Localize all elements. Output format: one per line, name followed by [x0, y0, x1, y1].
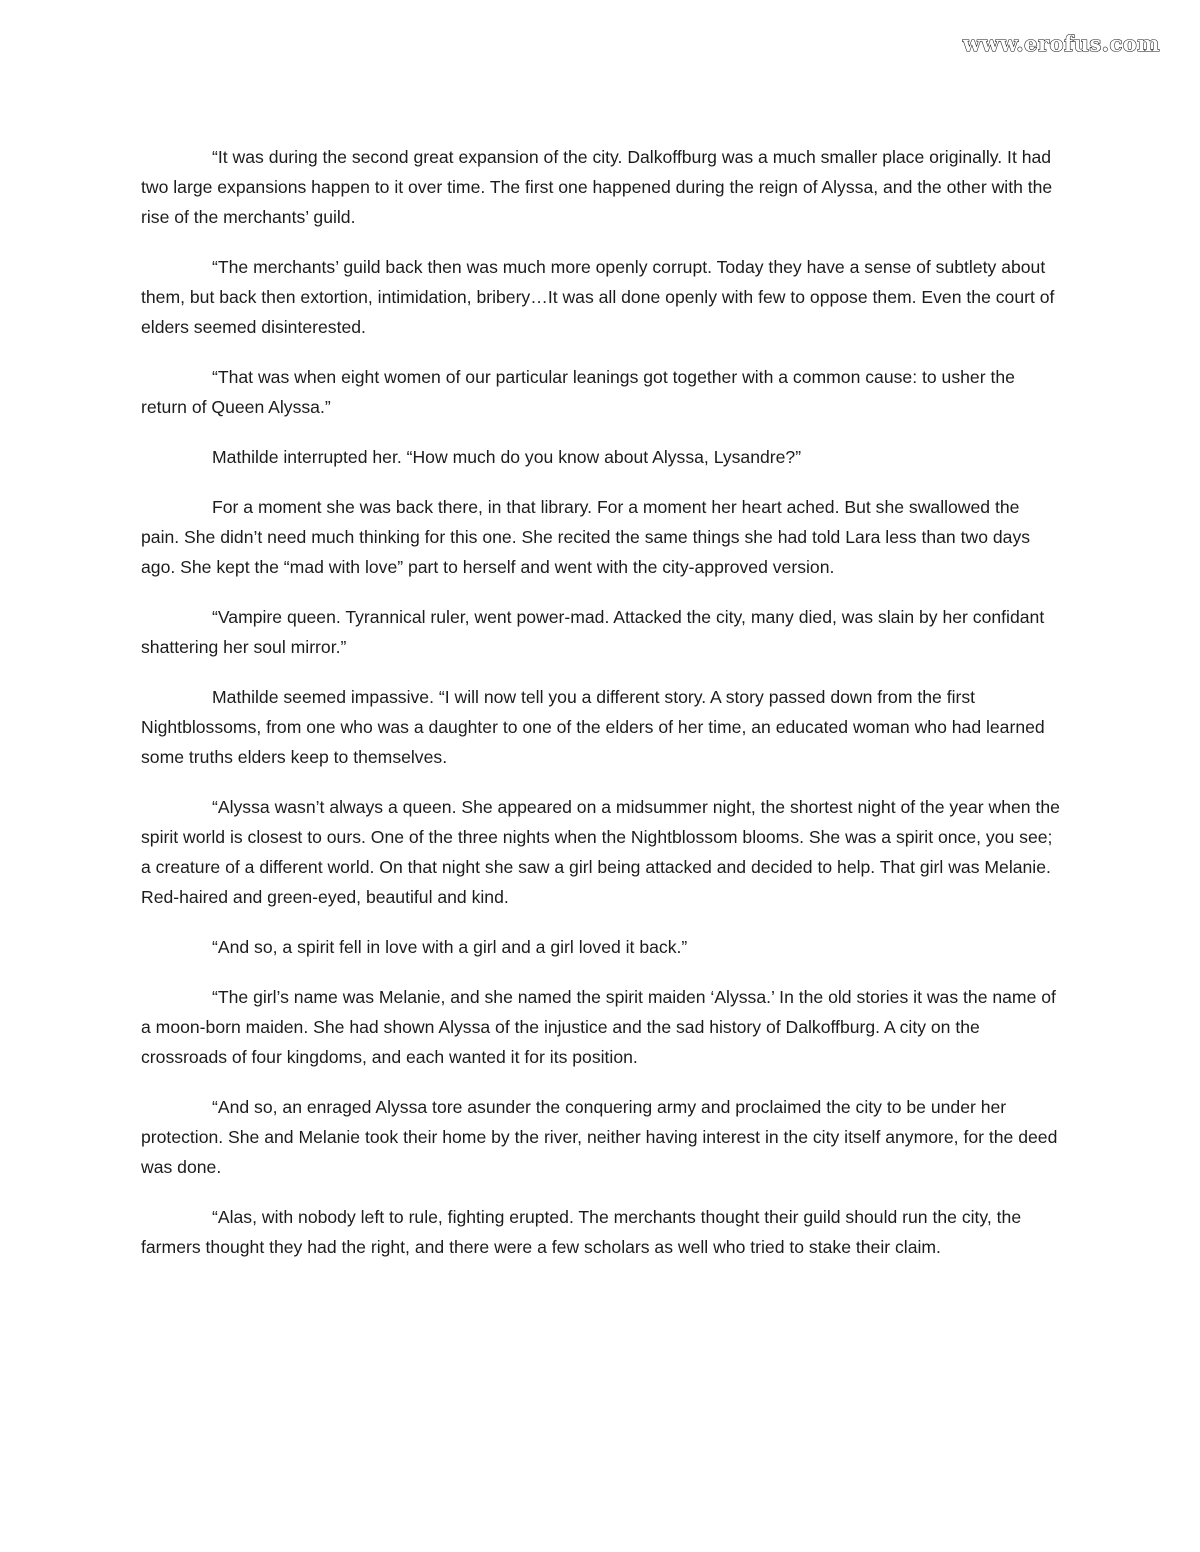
paragraph: “Alyssa wasn’t always a queen. She appeared on a midsummer night, the shortest night of the year when the spirit world is closest to ours. One of the three nights when the Nightblossom blooms. She was a spirit once, you see; a creature of a different world. On that night she saw a girl being attacked and decided to help. That girl was Melanie. Red-haired and green-eyed, beautiful and kind.	[141, 797, 1060, 907]
paragraph: “And so, an enraged Alyssa tore asunder the conquering army and proclaimed the city to be under her protection. She and Melanie took their home by the river, neither having interest in the city itself anymore, for the deed was done.	[141, 1097, 1058, 1177]
paragraph: For a moment she was back there, in that library. For a moment her heart ached. But she swallowed the pain. She didn’t need much thinking for this one. She recited the same things she had told Lara less than two days ago. She kept the “mad with love” part to herself and went with the city-approved version.	[141, 497, 1031, 577]
site-watermark: www.erofus.com	[962, 31, 1160, 56]
document-body	[141, 142, 1061, 1282]
paragraph: “The girl’s name was Melanie, and she named the spirit maiden ‘Alyssa.’ In the old stories it was the name of a moon-born maiden. She had shown Alyssa of the injustice and the sad history of Dalkoffburg. A city on the crossroads of four kingdoms, and each wanted it for its position.	[141, 987, 1056, 1067]
paragraph: “And so, a spirit fell in love with a girl and a girl loved it back.”	[212, 937, 688, 957]
paragraph: “That was when eight women of our particular leanings got together with a common cause: to usher the return of Queen Alyssa.”	[141, 367, 1015, 417]
paragraph: “The merchants’ guild back then was much more openly corrupt. Today they have a sense of subtlety about them, but back then extortion, intimidation, bribery…It was all done openly with few to oppose them. Even the court of elders seemed disinterested.	[141, 257, 1055, 337]
paragraph: “Vampire queen. Tyrannical ruler, went power-mad. Attacked the city, many died, was slain by her confidant shattering her soul mirror.”	[141, 607, 1045, 657]
paragraph: “It was during the second great expansion of the city. Dalkoffburg was a much smaller place originally. It had two large expansions happen to it over time. The first one happened during the reign of Alyssa, and the other with the rise of the merchants’ guild.	[141, 147, 1053, 227]
paragraph: Mathilde interrupted her. “How much do you know about Alyssa, Lysandre?”	[212, 447, 802, 467]
paragraph: Mathilde seemed impassive. “I will now tell you a different story. A story passed down from the first Nightblossoms, from one who was a daughter to one of the elders of her time, an educated woman who had learned some truths elders keep to themselves.	[141, 687, 1045, 767]
paragraph: “Alas, with nobody left to rule, fighting erupted. The merchants thought their guild should run the city, the farmers thought they had the right, and there were a few scholars as well who tried to stake their claim.	[141, 1207, 1022, 1257]
